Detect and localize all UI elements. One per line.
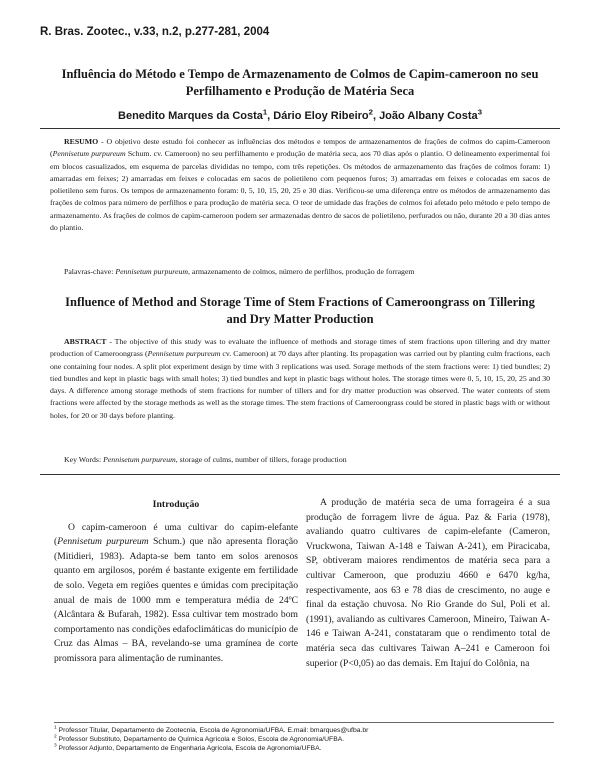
middle-rule bbox=[40, 474, 560, 475]
title-en-line-1: Influence of Method and Storage Time of Stem Fractions of Cameroongrass on Tillering bbox=[65, 295, 535, 309]
intro-p1-text-a: O capim-cameroon é uma cultivar do capim-elefante ( bbox=[54, 521, 298, 548]
abstract-text-1: - The objective of this study was to evaluate the influence of methods and storage times of stem fractions upon tillering and dry matter production of Cameroongrass ( bbox=[50, 337, 550, 359]
author-1-affil: 1 bbox=[262, 107, 268, 117]
keywords-label: Key Words: bbox=[64, 455, 104, 464]
footnote-rule bbox=[54, 722, 554, 723]
key-words bbox=[50, 455, 550, 464]
intro-p1-text-b: Schum.) que não apresenta floração (Mitidieri, 1983). Adapta-se bem tanto em solos arenosos quanto em argilosos, porém é bastante exigente em fertilidade de solo. Vegeta em regiões quentes e úmidas com precipitação anual de mais de 1000 mm e temperatura média de 24ºC (Alcântara & Bufarah, 1982). Essa cultivar tem mostrado bom comportamento nas condições edafoclimáticas do município de Cruz das Almas – BA, revelando-se uma gramínea de corte promissora para alimentação de ruminantes. bbox=[54, 536, 298, 664]
keywords-rest: , storage of culms, number of tillers, forage production bbox=[175, 455, 347, 464]
author-3-affil: 3 bbox=[477, 107, 482, 117]
footnote-2-text: Professor Substituto, Departamento de Química Agrícola e Solos, Escola de Agronomia/UFBA. bbox=[56, 736, 345, 743]
intro-p1-species: Pennisetum purpureum bbox=[57, 536, 149, 548]
palavras-species: Pennisetum purpureum bbox=[115, 267, 189, 276]
title-portuguese bbox=[40, 66, 560, 100]
abstract-block bbox=[50, 336, 550, 422]
abstract-label: ABSTRACT bbox=[64, 337, 107, 346]
footnote-2-mark: 2 bbox=[54, 734, 57, 740]
abstract-species: Pennisetum purpureum bbox=[147, 349, 221, 359]
palavras-chave bbox=[50, 267, 550, 276]
resumo-text-2: Schum. cv. Cameroon) no seu perfilhamento e produção de matéria seca, aos 70 dias após o plantio. O delineamento experimental foi em blocos casualizados, em esquema de parcelas divididas no tempo, com três repetições. Os métodos de armazenamento das frações de colmos foram: 1) amarradas em feixes; 2) amarradas em feixes e colocadas em sacos de polietileno com pequenos furos; 3) amarradas em feixes e colocadas em sacos de polietileno sem furos. Os tempos de armazenamento foram: 0, 5, 10, 15, 20, 25 e 30 dias. Verificou-se uma diferença entre os métodos de armazenamento das frações de colmos para número de perfilhos e para produção de matéria seca. O teor de umidade das frações de colmos foi afetado pelo método e pelo tempo de armazenamento. As frações de colmos de capim-cameroon podem ser armazenadas dentro de sacos de polietileno, perfurados ou não, durante 20 a 30 dias antes do plantio. bbox=[50, 149, 550, 233]
footnote-3-text: Professor Adjunto, Departamento de Engenharia Agrícola, Escola de Agronomia/UFBA. bbox=[56, 745, 322, 752]
footnote-3-mark: 3 bbox=[54, 743, 57, 749]
author-3: João Albany Costa bbox=[379, 110, 478, 122]
title-english bbox=[40, 294, 560, 328]
keywords-species: Pennisetum purpureum bbox=[103, 455, 176, 464]
intro-paragraph-2: A produção de matéria seca de uma forrageira é a sua produção de forragem livre de água. Paz & Faria (1978), avaliando quatro cultivares de capim-elefante (Cameron, Vruckwona, Taiwan A-148 e Taiwan A-241), em Piracicaba, SP, obtiveram maiores rendimentos de matéria seca para a cultivar Cameroon, que produziu 4660 e 6470 kg/ha, respectivamente, aos 63 e 78 dias de crescimento, no auge e final da estação chuvosa. No Rio Grande do Sul, Poli et al. (1991), avaliando as cultivares Cameroon, Mineiro, Taiwan A-146 e Taiwan A-241, constataram que o rendimento total de matéria seca das cultivares Taiwan A–241 e Cameroon foi superior (P<0,05) ao das demais. Em Itajuí do Colônia, na bbox=[306, 497, 550, 669]
title-pt-line-1: Influência do Método e Tempo de Armazenamento de Colmos de Capim-cameroon no seu bbox=[61, 67, 539, 81]
top-rule bbox=[40, 128, 560, 129]
author-1: Benedito Marques da Costa bbox=[118, 110, 263, 122]
intro-heading: Introdução bbox=[152, 499, 200, 510]
resumo-label: RESUMO bbox=[64, 137, 99, 146]
footnote-3 bbox=[54, 744, 554, 753]
footnotes bbox=[54, 726, 554, 753]
palavras-label: Palavras-chave: bbox=[64, 267, 116, 276]
author-sep-1: , bbox=[267, 110, 274, 122]
footnote-2 bbox=[54, 735, 554, 744]
title-pt-line-2: Perfilhamento e Produção de Matéria Seca bbox=[185, 84, 415, 98]
author-2-affil: 2 bbox=[368, 107, 373, 117]
abstract-text-2: cv. Cameroon) at 70 days after planting. Its propagation was carried out by planting culm fractions, each one containing four nodes. A split plot experiment design by time with 3 replications was used. Sorage methods of the stem fractions were: 1) tied bundles; 2) tied bundles and kept in plastic bags with small holes; 3) tied bundles and kept in plastic bags without holes. The storage times were 0, 5, 10, 15, 20, 25 and 30 days. A difference among storage methods of stem fractions for number of tillers and for dry matter production was observed. The water contents of stem fractions were affected by the storage methods as well as the storage times. The stem fractions of Cameroongrass could be stored in plastic bags with or without holes, for 20 or 30 days before planting. bbox=[50, 349, 550, 420]
column-right bbox=[306, 496, 550, 671]
resumo-block bbox=[50, 136, 550, 234]
palavras-rest: , armazenamento de colmos, número de perfilhos, produção de forragem bbox=[188, 267, 415, 276]
resumo-species: Pennisetum purpureum bbox=[52, 149, 126, 159]
footnote-1-text: Professor Titular, Departamento de Zootecnia, Escola de Agronomia/UFBA. E.mail: bmarques@ufba.br bbox=[56, 727, 369, 734]
footnote-1-mark: 1 bbox=[54, 725, 57, 731]
footnote-1 bbox=[54, 726, 554, 735]
journal-citation: R. Bras. Zootec., v.33, n.2, p.277-281, 2004 bbox=[40, 26, 270, 38]
author-2: Dário Eloy Ribeiro bbox=[273, 110, 369, 122]
intro-paragraph-1 bbox=[54, 521, 298, 667]
column-left bbox=[54, 498, 298, 667]
resumo-text-1: - O objetivo deste estudo foi conhecer as influências dos métodos e tempos de armazenamentos de frações de colmos do capim-Cameroon ( bbox=[50, 137, 550, 159]
title-en-line-2: and Dry Matter Production bbox=[226, 312, 374, 326]
author-sep-2: , bbox=[372, 110, 380, 122]
authors-line bbox=[40, 107, 560, 122]
